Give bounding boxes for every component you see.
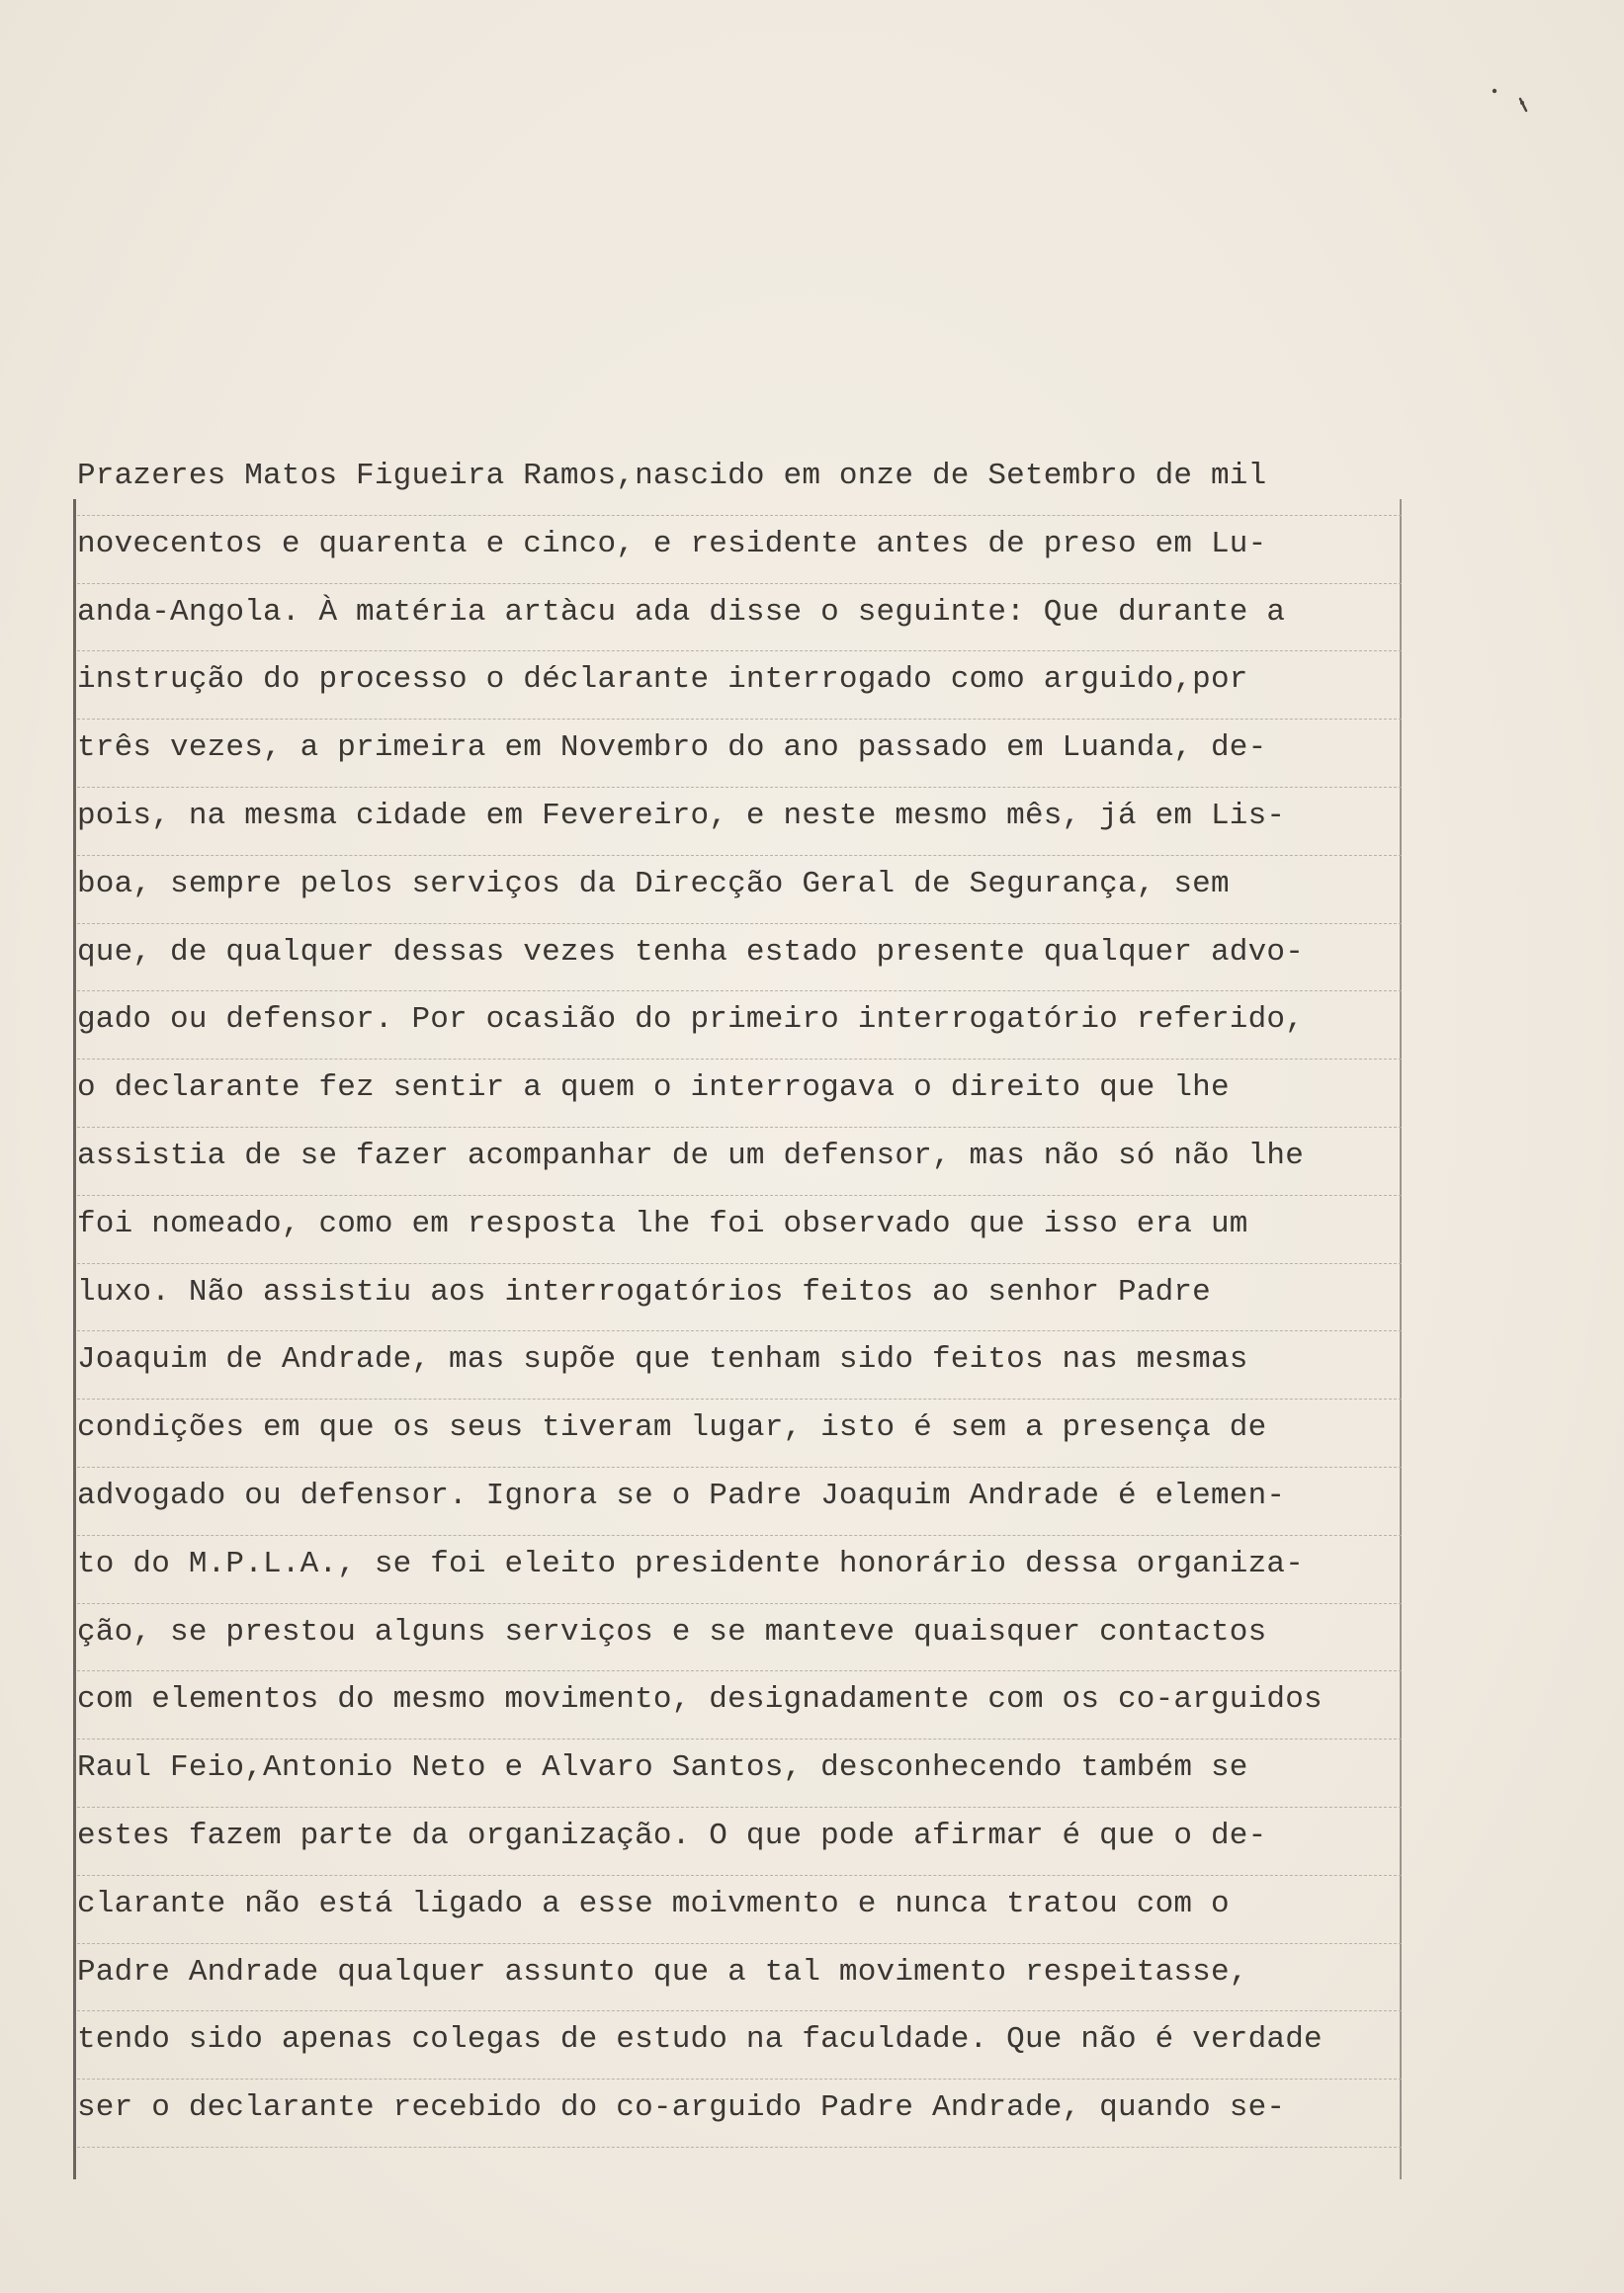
text-line: [77, 584, 1402, 652]
text-line: [77, 924, 1402, 992]
text-line-content: gado ou defensor. Por ocasião do primeiro interrogatório referido,: [77, 1002, 1304, 1038]
text-line: [77, 1876, 1402, 1944]
text-line-content: Prazeres Matos Figueira Ramos,nascido em onze de Setembro de mil: [77, 459, 1267, 493]
text-line-content: Joaquim de Andrade, mas supõe que tenham sido feitos nas mesmas: [77, 1342, 1248, 1378]
typed-text-block: [77, 448, 1402, 2148]
text-line-content: instrução do processo o déclarante interrogado como arguido,por: [77, 662, 1248, 698]
text-line: [77, 1944, 1402, 2012]
text-line-content: foi nomeado, como em resposta lhe foi observado que isso era um: [77, 1206, 1248, 1241]
text-line: [77, 1740, 1402, 1808]
text-line: [77, 1196, 1402, 1264]
text-line: [77, 448, 1402, 516]
text-line-content: assistia de se fazer acompanhar de um defensor, mas não só não lhe: [77, 1138, 1304, 1173]
text-line-content: condições em que os seus tiveram lugar, isto é sem a presença de: [77, 1410, 1267, 1446]
text-line: [77, 1468, 1402, 1536]
text-line-content: que, de qualquer dessas vezes tenha estado presente qualquer advo-: [77, 934, 1304, 970]
text-line-content: Padre Andrade qualquer assunto que a tal movimento respeitasse,: [77, 1954, 1248, 1990]
ink-speck-marks: [1485, 77, 1544, 117]
text-line: [77, 1400, 1402, 1468]
text-line: [77, 2011, 1402, 2080]
text-line-content: ser o declarante recebido do co-arguido Padre Andrade, quando se-: [77, 2090, 1286, 2126]
text-line-content: três vezes, a primeira em Novembro do ano passado em Luanda, de-: [77, 730, 1267, 766]
text-line-content: tendo sido apenas colegas de estudo na faculdade. Que não é verdade: [77, 2022, 1323, 2058]
text-line-content: novecentos e quarenta e cinco, e residente antes de preso em Lu-: [77, 526, 1267, 561]
left-margin-rule: [73, 499, 76, 2179]
text-line: [77, 1264, 1402, 1332]
text-line: [77, 2080, 1402, 2148]
text-line: [77, 1808, 1402, 1876]
text-line: [77, 1604, 1402, 1672]
text-line-content: Raul Feio,Antonio Neto e Alvaro Santos, desconhecendo também se: [77, 1750, 1248, 1786]
text-line-content: com elementos do mesmo movimento, designadamente com os co-arguidos: [77, 1682, 1323, 1718]
text-line: [77, 1331, 1402, 1400]
text-line-content: o declarante fez sentir a quem o interrogava o direito que lhe: [77, 1070, 1230, 1106]
text-line: [77, 720, 1402, 788]
text-line-content: estes fazem parte da organização. O que pode afirmar é que o de-: [77, 1818, 1267, 1853]
text-line-content: ção, se prestou alguns serviços e se manteve quaisquer contactos: [77, 1614, 1267, 1650]
text-line: [77, 516, 1402, 584]
text-line-content: luxo. Não assistiu aos interrogatórios feitos ao senhor Padre: [77, 1274, 1211, 1310]
text-line: [77, 991, 1402, 1060]
text-line: [77, 1060, 1402, 1128]
text-line-content: advogado ou defensor. Ignora se o Padre Joaquim Andrade é elemen-: [77, 1478, 1286, 1513]
text-line: [77, 651, 1402, 720]
text-line: [77, 856, 1402, 924]
text-line: [77, 1671, 1402, 1740]
text-line: [77, 788, 1402, 856]
text-line: [77, 1128, 1402, 1196]
text-line: [77, 1536, 1402, 1604]
text-line-content: boa, sempre pelos serviços da Direcção Geral de Segurança, sem: [77, 866, 1230, 901]
text-line-content: clarante não está ligado a esse moivmento e nunca tratou com o: [77, 1886, 1230, 1921]
text-line-content: pois, na mesma cidade em Fevereiro, e neste mesmo mês, já em Lis-: [77, 798, 1286, 833]
text-line-content: anda-Angola. À matéria artàcu ada disse o seguinte: Que durante a: [77, 594, 1286, 630]
text-line-content: to do M.P.L.A., se foi eleito presidente honorário dessa organiza-: [77, 1546, 1304, 1581]
